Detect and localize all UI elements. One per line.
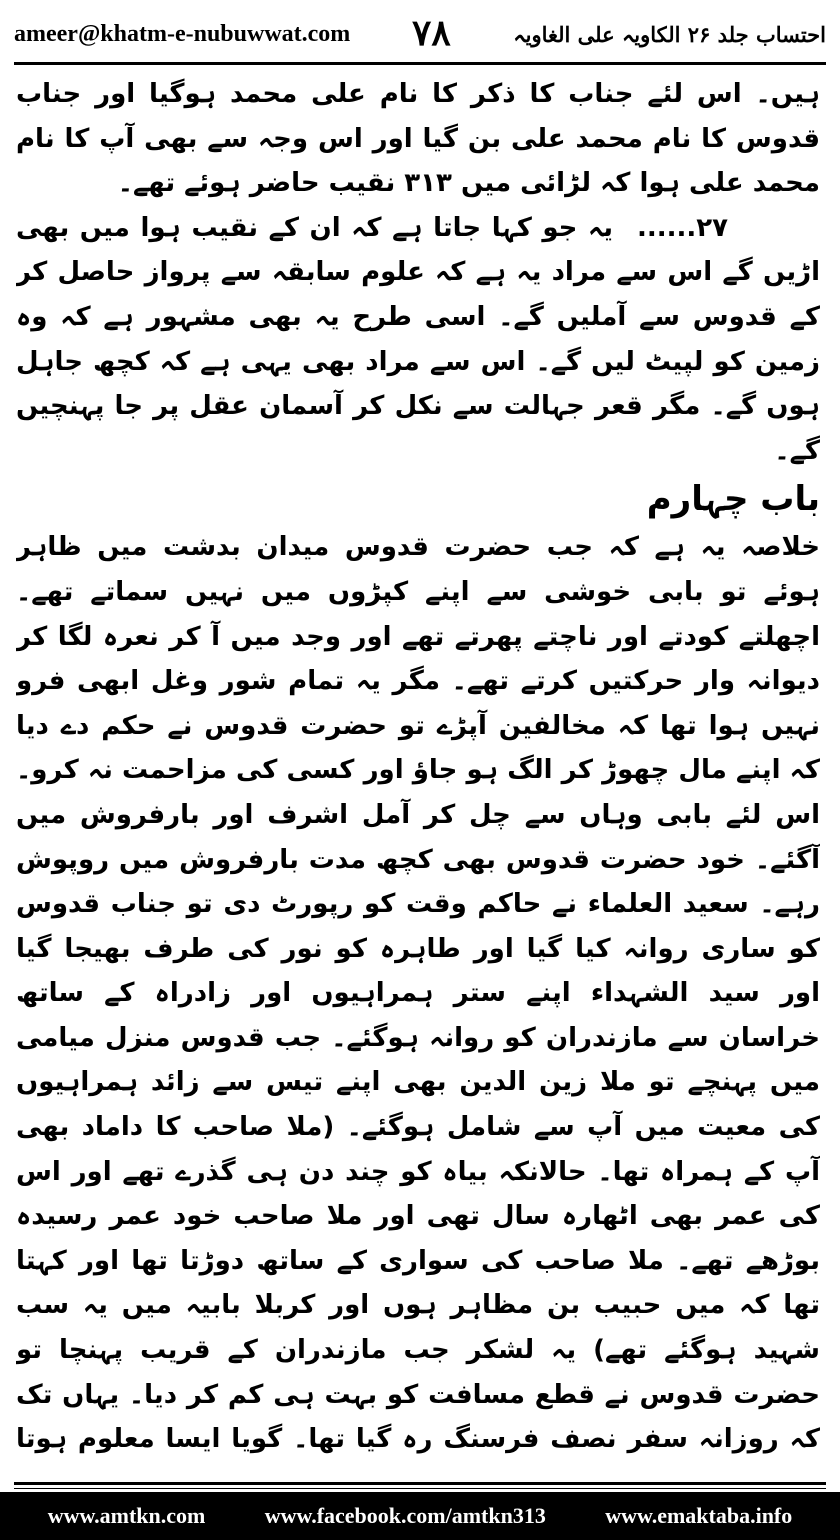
book-title: احتساب جلد ۲۶ الکاویہ علی الغاویہ [513,21,826,47]
footer-rule-thin [14,1488,826,1489]
footer-link-emaktaba[interactable]: www.emaktaba.info [605,1503,793,1528]
page-footer [0,1492,840,1540]
chapter-heading: باب چہارم [646,479,820,520]
paragraph-1: ہیں۔ اس لئے جناب کا ذکر کا نام علی محمد ہوگیا اور جناب قدوس کا نام محمد علی بن گیا اور اس وجہ سے بھی آپ کا نام محمد علی ہوا کہ لڑائی میں ۳۱۳ نقیب حاضر ہوئے تھے۔ [16,79,820,199]
header-rule [14,62,826,65]
paragraph-2-text: یہ جو کہا جاتا ہے کہ ان کے نقیب ہوا میں بھی اڑیں گے اس سے مراد یہ ہے کہ علوم سابقہ سے پرواز حاصل کر کے قدوس سے آملیں گے۔ اسی طرح یہ بھی مشہور ہے کہ وہ زمین کو لپیٹ لیں گے۔ اس سے مراد بھی یہی ہے کہ کچھ جاہل ہوں گے۔ مگر قعر جہالت سے نکل کر آسمان عقل پر جا پہنچیں گے۔ [16,212,820,466]
page-header [14,12,826,56]
page-body [16,72,820,1460]
footer-rule [14,1482,826,1485]
paragraph-2 [16,206,820,474]
paragraph-number: ۲۷...... [636,212,728,243]
page-number: ۷۸ [412,12,451,54]
paragraph-3: خلاصہ یہ ہے کہ جب حضرت قدوس میدان بدشت میں ظاہر ہوئے تو بابی خوشی سے اپنے کپڑوں میں نہیں سماتے تھے۔ اچھلتے کودتے اور ناچتے پھرتے تھے اور وجد میں آ کر نعرہ لگا کر دیوانہ وار حرکتیں کرتے تھے۔ مگر یہ تمام شور وغل ابھی فرو نہیں ہوا تھا کہ مخالفین آپڑے تو حضرت قدوس نے حکم دے دیا کہ اپنے مال چھوڑ کر الگ ہو جاؤ اور کسی کی مزاحمت نہ کرو۔ اس لئے بابی وہاں سے چل کر آمل اشرف اور بارفروش میں آگئے۔ خود حضرت قدوس بھی کچھ مدت بارفروش میں روپوش رہے۔ سعید العلماء نے حاکم وقت کو رپورٹ دی تو جناب قدوس کو ساری روانہ کیا گیا اور طاہرہ کو نور کی طرف بھیجا گیا اور سید الشہداء اپنے ستر ہمراہیوں اور زادراہ کے ساتھ خراسان سے مازندران کو روانہ ہوگئے۔ جب قدوس منزل میامی میں پہنچے تو ملا زین الدین بھی اپنے تیس سے زائد ہمراہیوں کی معیت میں آپ سے شامل ہوگئے۔ (ملا صاحب کا داماد بھی آپ کے ہمراہ تھا۔ حالانکہ بیاہ کو چند دن ہی گذرے تھے اور اس کی عمر بھی اٹھارہ سال تھی اور ملا صاحب خود عمر رسیدہ بوڑھے تھے۔ ملا صاحب کی سواری کے ساتھ دوڑتا تھا اور کہتا تھا کہ میں حبیب بن مظاہر ہوں اور کربلا بابیہ میں یہ سب شہید ہوگئے تھے) یہ لشکر جب مازندران کے قریب پہنچا تو حضرت قدوس نے قطع مسافت کو بہت ہی کم کر دیا۔ یہاں تک کہ روزانہ سفر نصف فرسنگ رہ گیا تھا۔ گویا ایسا معلوم ہوتا [16,532,820,1455]
header-email: ameer@khatm-e-nubuwwat.com [14,20,351,47]
footer-link-facebook[interactable]: www.facebook.com/amtkn313 [264,1503,546,1528]
footer-link-amtkn[interactable]: www.amtkn.com [47,1503,206,1528]
